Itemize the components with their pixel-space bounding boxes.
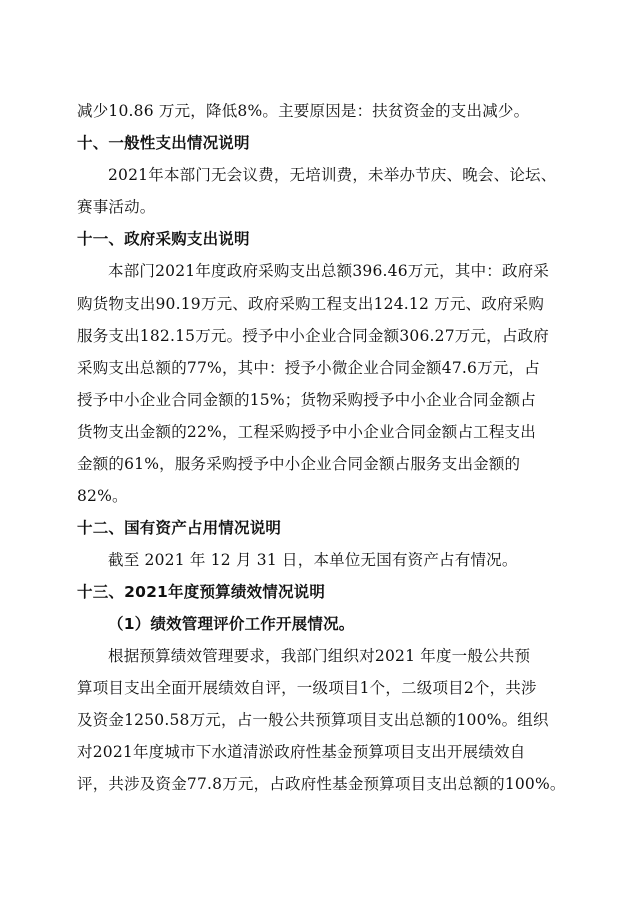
body-text-line: 对2021年度城市下水道清淤政府性基金预算项目支出开展绩效自 xyxy=(77,743,526,761)
section-heading-12: 十二、国有资产占用情况说明 xyxy=(77,519,282,537)
body-text-line: 采购支出总额的77%，其中：授予小微企业合同金额47.6万元，占 xyxy=(77,359,540,377)
body-text-line: 及资金1250.58万元，占一般公共预算项目支出总额的100%。组织 xyxy=(77,711,549,729)
body-text-line: 金额的61%，服务采购授予中小企业合同金额占服务支出金额的 xyxy=(77,455,521,473)
body-text-line: 2021年本部门无会议费，无培训费，未举办节庆、晚会、论坛、 xyxy=(108,166,557,184)
body-text-line: 购货物支出90.19万元、政府采购工程支出124.12 万元、政府采购 xyxy=(77,295,545,313)
body-text-line: 货物支出金额的22%，工程采购授予中小企业合同金额占工程支出 xyxy=(77,423,536,441)
section-heading-11: 十一、政府采购支出说明 xyxy=(77,230,250,248)
body-text-line: 算项目支出全面开展绩效自评，一级项目1个，二级项目2个，共涉 xyxy=(77,679,537,697)
body-text-line: 减少10.86 万元，降低8%。主要原因是：扶贫资金的支出减少。 xyxy=(77,102,530,120)
body-text-line: 82%。 xyxy=(77,487,128,505)
body-text-line: 评，共涉及资金77.8万元，占政府性基金预算项目支出总额的100%。 xyxy=(77,775,566,793)
section-heading-10: 十、一般性支出情况说明 xyxy=(77,134,250,152)
body-text-line: 截至 2021 年 12 月 31 日，本单位无国有资产占有情况。 xyxy=(108,551,518,569)
section-heading-13: 十三、2021年度预算绩效情况说明 xyxy=(77,583,326,601)
body-text-line: 本部门2021年度政府采购支出总额396.46万元，其中：政府采 xyxy=(108,262,550,280)
subsection-heading: （1）绩效管理评价工作开展情况。 xyxy=(108,615,355,633)
body-text-line: 授予中小企业合同金额的15%；货物采购授予中小企业合同金额占 xyxy=(77,391,536,409)
body-text-line: 服务支出182.15万元。授予中小企业合同金额306.27万元，占政府 xyxy=(77,327,549,345)
body-text-line: 根据预算绩效管理要求，我部门组织对2021 年度一般公共预 xyxy=(108,647,531,665)
body-text-line: 赛事活动。 xyxy=(77,198,156,216)
